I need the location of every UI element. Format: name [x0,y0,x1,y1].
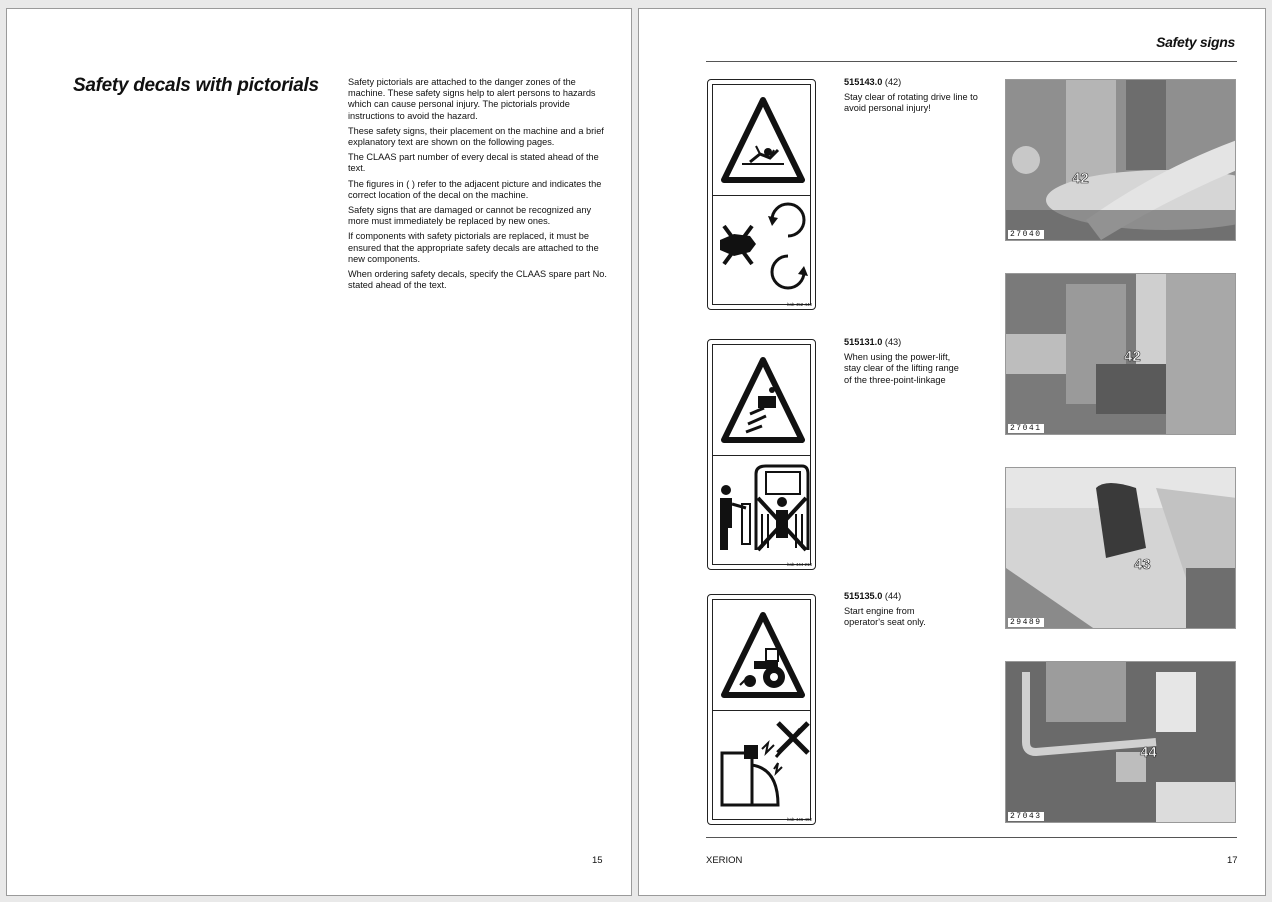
footer-model: XERION [706,855,743,866]
part-number: 515143.0 [844,77,883,87]
decal-description: Stay clear of rotating drive line to avoid personal injury! [844,92,978,114]
photo-callout: 42 [1072,170,1089,187]
safety-decal-515135 [707,594,816,825]
decal-divider [713,455,810,456]
decal-code: bsb 446 492 [787,817,812,822]
photo-callout: 44 [1140,744,1157,761]
page-number: 17 [1227,855,1238,866]
intro-paragraph: These safety signs, their placement on the machine and a brief explanatory text are shown on the following pages. [348,125,604,148]
safety-decal-515131 [707,339,816,570]
location-photo-1 [1005,79,1236,241]
photo-code: 27043 [1010,812,1042,821]
crush-hazard-warning-icon [720,354,806,446]
intro-paragraph: The CLAAS part number of every decal is stated ahead of the text. [348,152,599,174]
decal-description: Start engine from operator's seat only. [844,606,926,628]
right-page [638,8,1266,896]
left-page [6,8,632,896]
decal-divider [713,710,810,711]
decal-code: bsb 452 440 [787,302,812,307]
decal-entry-1 [844,77,984,115]
photo-code: 27040 [1010,230,1042,239]
decal-divider [713,195,810,196]
tractor-runover-warning-icon [720,609,806,701]
intro-paragraph: Safety pictorials are attached to the danger zones of the machine. These safety signs help to alert persons to hazards which can cause personal injury. The pictorials provide instructions to avoid the hazard. [348,77,596,121]
location-photo-2 [1005,273,1236,435]
figure-ref: (42) [884,77,902,87]
header-rule [706,61,1237,62]
intro-paragraph: The figures in ( ) refer to the adjacent picture and indicates the correct location of the decal on the machine. [348,178,602,200]
intro-paragraph: When ordering safety decals, specify the CLAAS spare part No. stated ahead of the text. [348,269,607,291]
decal-entry-3 [844,591,984,629]
no-bypass-starter-icon [716,713,812,813]
machine-photo [1006,80,1236,241]
safety-decal-515143 [707,79,816,310]
rotating-driveline-warning-icon [720,94,806,186]
part-number: 515131.0 [844,337,883,347]
photo-callout: 43 [1134,556,1151,573]
intro-paragraph: If components with safety pictorials are replaced, it must be ensured that the appropriate safety decals are attached to the new components. [348,231,599,264]
photo-callout: 42 [1124,348,1141,365]
figure-ref: (43) [884,337,902,347]
section-title: Safety decals with pictorials [73,75,319,96]
location-photo-4 [1005,661,1236,823]
part-number: 515135.0 [844,591,883,601]
decal-code: bsb 444 218 [787,562,812,567]
decal-entry-2 [844,337,984,386]
machine-photo [1006,662,1236,823]
figure-ref: (44) [884,591,902,601]
intro-text [348,77,610,295]
running-title: Safety signs [1156,34,1235,50]
intro-paragraph: Safety signs that are damaged or cannot be recognized any more must immediately be replaced by new ones. [348,205,592,227]
photo-code: 27041 [1010,424,1042,433]
decal-description: When using the power-lift, stay clear of the lifting range of the three-point-linkage [844,352,959,385]
machine-photo [1006,274,1236,435]
machine-photo [1006,468,1236,629]
stay-clear-three-point-linkage-icon [716,458,812,558]
photo-code: 29489 [1010,618,1042,627]
no-hand-rotating-shaft-icon [716,198,812,298]
footer-rule [706,837,1237,838]
page-number: 15 [592,855,603,866]
location-photo-3 [1005,467,1236,629]
